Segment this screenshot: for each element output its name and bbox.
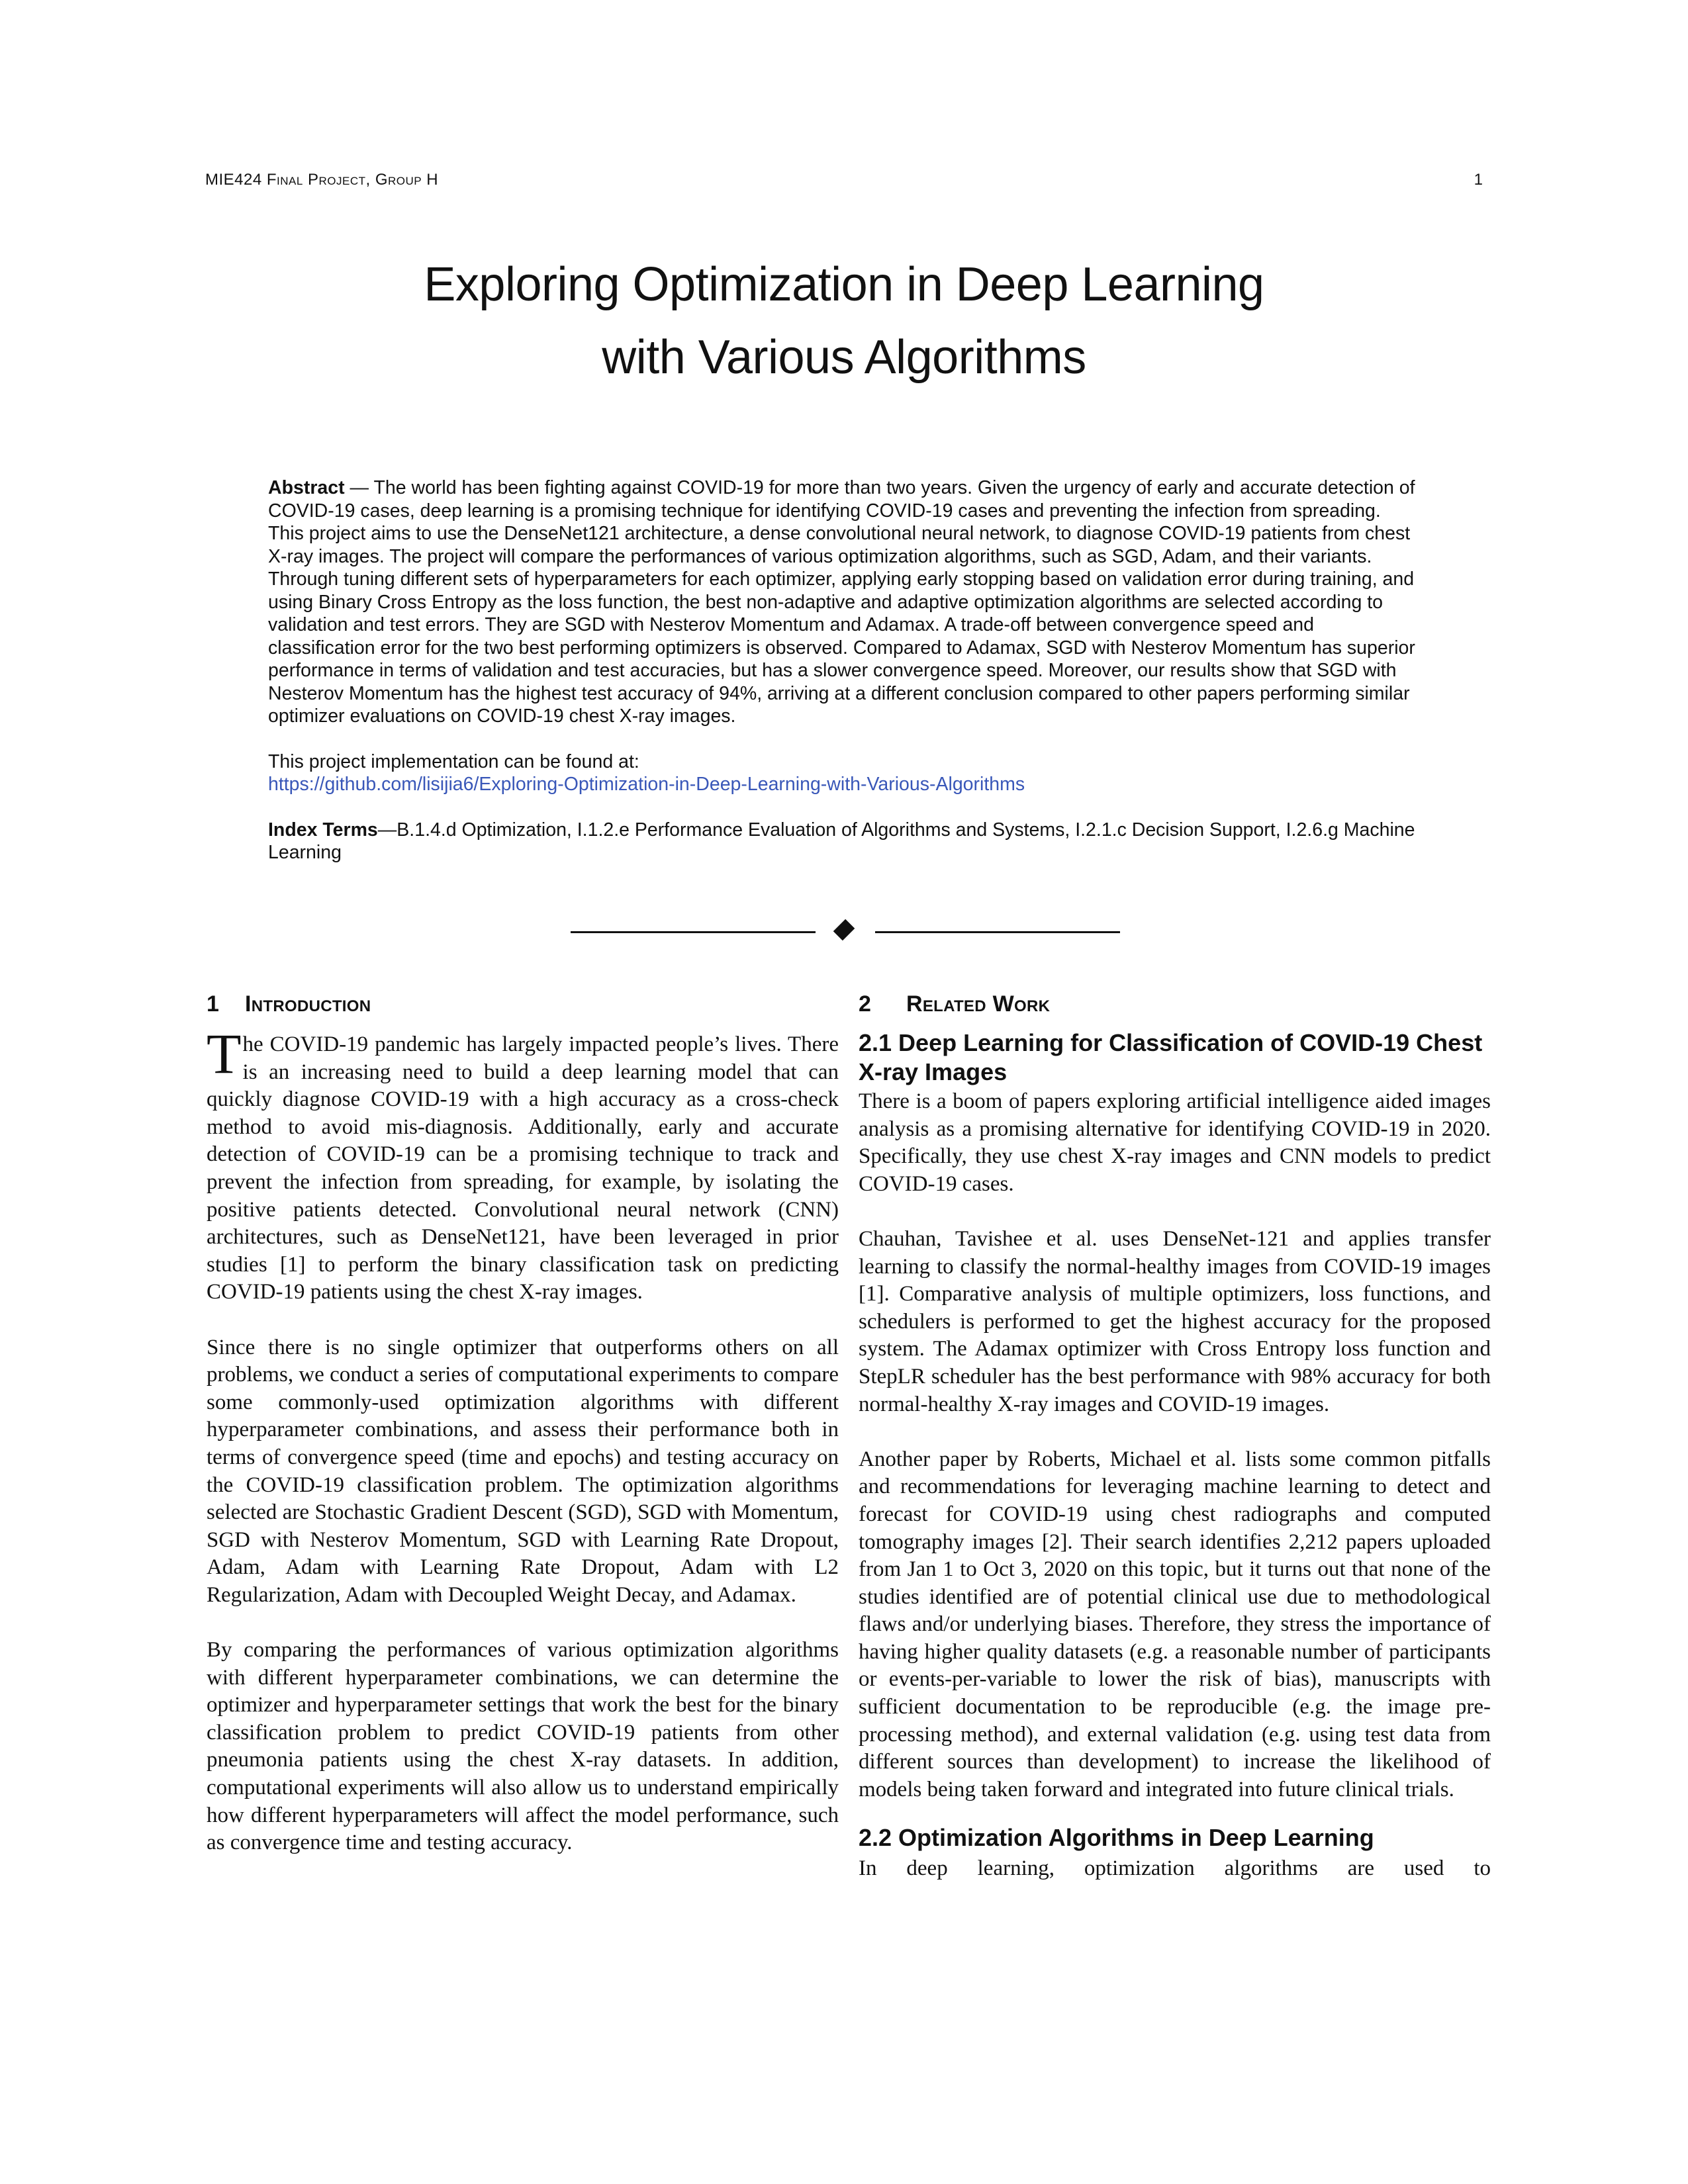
divider-rule-left <box>571 931 816 933</box>
intro-paragraph-1 <box>207 1022 839 1306</box>
related-paragraph-2: Chauhan, Tavishee et al. uses DenseNet-121 and applies transfer learning to classify the normal-healthy images from COVID-19 images [1]. Comparative analysis of multiple optimizers, loss functions, and schedulers is performed to get the highest accuracy for the proposed system. The Adamax optimizer with Cross Entropy loss function and StepLR scheduler has the best performance with 98% accuracy for both normal-healthy X-ray images and COVID-19 images. <box>859 1226 1491 1416</box>
index-terms-label: Index Terms <box>268 819 378 841</box>
index-terms-text: —B.1.4.d Optimization, I.1.2.e Performance Evaluation of Algorithms and Systems, I.2.1.c Decision Support, I.2.6.g Machine Learning <box>268 819 1415 863</box>
diamond-icon <box>833 919 855 941</box>
abstract-text: The world has been fighting against COVID-19 for more than two years. Given the urgency of early and accurate detection of COVID-19 cases, deep learning is a promising technique for identifying COVID-19 cases and preventing the infection from spreading. This project aims to use the DenseNet121 architecture, a dense convolutional neural network, to diagnose COVID-19 patients from chest X-ray images. The project will compare the performances of various optimization algorithms, such as SGD, Adam, and their variants. Through tuning different sets of hyperparameters for each optimizer, applying early stopping based on validation error during training, and using Binary Cross Entropy as the loss function, the best non-adaptive and adaptive optimization algorithms are selected according to validation and test errors. They are SGD with Nesterov Momentum and Adamax. A trade-off between convergence speed and classification error for the two best performing optimizers is observed. Compared to Adamax, SGD with Nesterov Momentum has superior performance in terms of validation and test accuracies, but has a slower convergence speed. Moreover, our results show that SGD with Nesterov Momentum has the highest test accuracy of 94%, arriving at a different conclusion compared to other papers performing similar optimizer evaluations on COVID-19 chest X-ray images. <box>268 477 1415 727</box>
section-title: Introduction <box>245 991 371 1017</box>
divider-rule-right <box>875 931 1120 933</box>
running-head <box>205 171 1483 197</box>
project-note-text: This project implementation can be found at: <box>268 751 639 772</box>
page-number: 1 <box>1474 171 1483 189</box>
section-heading-introduction <box>207 986 839 1022</box>
abstract-block <box>268 477 1420 864</box>
intro-paragraph-3: By comparing the performances of various optimization algorithms with different hyperparameter combinations, we can determine the optimizer and hyperparameter settings that work the best for the binary classification problem to predict COVID-19 patients from other pneumonia patients using the chest X-ray datasets. In addition, computational experiments will also allow us to understand empirically how different hyperparameters will affect the model performance, such as convergence time and testing accuracy. <box>207 1638 839 1855</box>
paper-title-line-2: with Various Algorithms <box>602 331 1086 384</box>
related-paragraph-4: In deep learning, optimization algorithms are used to <box>859 1856 1491 1881</box>
intro-paragraph-1-text: he COVID-19 pandemic has largely impacted people’s lives. There is an increasing need to build a deep learning model that can quickly diagnose COVID-19 with a high accuracy as a cross-check method to avoid mis-diagnosis. Additionally, early and accurate detection of COVID-19 can be a promising technique to track and prevent the infection from spreading, for example, by isolating the positive patients detected. Convolutional neural network (CNN) architectures, such as DenseNet121, have been leveraged in prior studies [1] to perform the binary classification task on predicting COVID-19 patients using the chest X-ray images. <box>207 1032 839 1304</box>
section-heading-related-work <box>859 986 1491 1022</box>
index-terms <box>268 819 1420 864</box>
related-paragraph-3: Another paper by Roberts, Michael et al. lists some common pitfalls and recommendations for leveraging machine learning to detect and forecast for COVID-19 using chest radiographs and computed tomography images [2]. Their search identifies 2,212 papers uploaded from Jan 1 to Oct 3, 2020 on this topic, but it turns out that none of the studies identified are of potential clinical use due to methodological flaws and/or underlying biases. Therefore, they stress the importance of having higher quality datasets (e.g. a reasonable number of participants or events-per-variable to lower the risk of bias), manuscripts with sufficient documentation to be reproducible (e.g. the image pre-processing method), and external validation (e.g. using test data from different sources than development) to increase the likelihood of models being taken forward and integrated into future clinical trials. <box>859 1447 1491 1801</box>
paper-title-line-1: Exploring Optimization in Deep Learning <box>424 258 1264 311</box>
section-number: 1 <box>207 991 219 1017</box>
abstract-dash: — <box>344 477 374 498</box>
section-number: 2 <box>859 991 871 1017</box>
left-column <box>207 986 839 1857</box>
section-title: Related Work <box>906 991 1051 1017</box>
intro-paragraph-2: Since there is no single optimizer that outperforms others on all problems, we conduct a series of computational experiments to compare some commonly-used optimization algorithms with different hyperparameter combinations, and assess their performance both in terms of convergence speed (time and epochs) and testing accuracy on the COVID-19 classification problem. The optimization algorithms selected are Stochastic Gradient Descent (SGD), SGD with Momentum, SGD with Nesterov Momentum, SGD with Learning Rate Dropout, Adam, Adam with Learning Rate Dropout, Adam with L2 Regularization, Adam with Decoupled Weight Decay, and Adamax. <box>207 1335 839 1607</box>
subsection-heading-2-2: 2.2 Optimization Algorithms in Deep Learning <box>859 1824 1374 1852</box>
subsection-heading-2-1: 2.1 Deep Learning for Classification of COVID-19 Chest X-ray Images <box>859 1029 1483 1085</box>
right-column <box>859 986 1491 1883</box>
abstract-label: Abstract <box>268 477 345 498</box>
section-divider <box>571 922 1120 942</box>
paper-title <box>0 248 1688 394</box>
project-note <box>268 751 1420 796</box>
related-paragraph-1: There is a boom of papers exploring artificial intelligence aided images analysis as a promising alternative for identifying COVID-19 in 2020. Specifically, they use chest X-ray images and CNN models to predict COVID-19 cases. <box>859 1089 1491 1196</box>
running-head-title: MIE424 Final Project, Group H <box>205 171 439 189</box>
abstract <box>268 477 1420 728</box>
dropcap: T <box>207 1022 242 1085</box>
github-link[interactable]: https://github.com/lisijia6/Exploring-Optimization-in-Deep-Learning-with-Various-Algorithms <box>268 774 1025 795</box>
